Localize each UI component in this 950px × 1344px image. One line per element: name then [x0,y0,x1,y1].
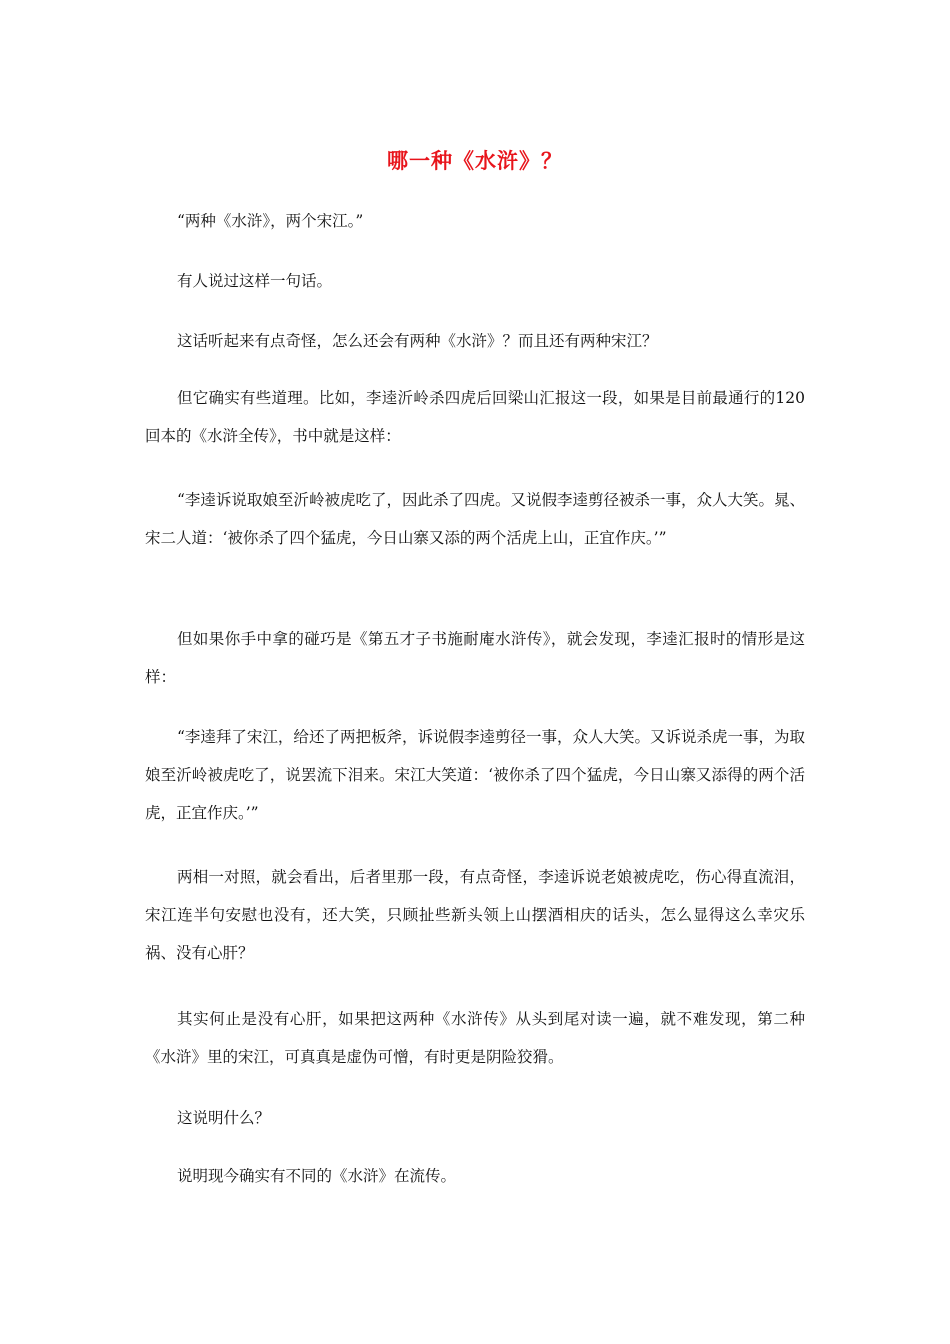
paragraph: 两相一对照，就会看出，后者里那一段，有点奇怪，李逵诉说老娘被虎吃，伤心得直流泪，宋江连半句安慰也没有，还大笑，只顾扯些新头领上山摆酒相庆的话头，怎么显得这么幸灾乐祸、没有心肝？ [145,868,805,962]
paragraph: 但它确实有些道理。比如，李逵沂岭杀四虎后回梁山汇报这一段，如果是目前最通行的120回本的《水浒全传》，书中就是这样： [145,389,805,445]
paragraph: 有人说过这样一句话。 [177,272,333,290]
paragraph: “两种《水浒》，两个宋江。” [177,212,364,230]
document-title: 哪一种《水浒》？ [387,148,563,173]
paragraph: 说明现今确实有不同的《水浒》在流传。 [177,1167,457,1185]
paragraph: 其实何止是没有心肝，如果把这两种《水浒传》从头到尾对读一遍，就不难发现，第二种《水浒》里的宋江，可真真是虚伪可憎，有时更是阴险狡猾。 [145,1010,805,1066]
paragraph: 这话听起来有点奇怪，怎么还会有两种《水浒》？而且还有两种宋江？ [177,332,658,350]
paragraph: 这说明什么？ [177,1109,271,1127]
quote-paragraph: “李逵诉说取娘至沂岭被虎吃了，因此杀了四虎。又说假李逵剪径被杀一事，众人大笑。晁、宋二人道：‘被你杀了四个猛虎，今日山寨又添的两个活虎上山，正宜作庆。’” [145,491,805,547]
paragraph: 但如果你手中拿的碰巧是《第五才子书施耐庵水浒传》，就会发现，李逵汇报时的情形是这样： [145,630,805,686]
quote-paragraph: “李逵拜了宋江，给还了两把板斧，诉说假李逵剪径一事，众人大笑。又诉说杀虎一事，为取娘至沂岭被虎吃了，说罢流下泪来。宋江大笑道：‘被你杀了四个猛虎，今日山寨又添得的两个活虎，正宜作庆。’” [145,728,805,822]
